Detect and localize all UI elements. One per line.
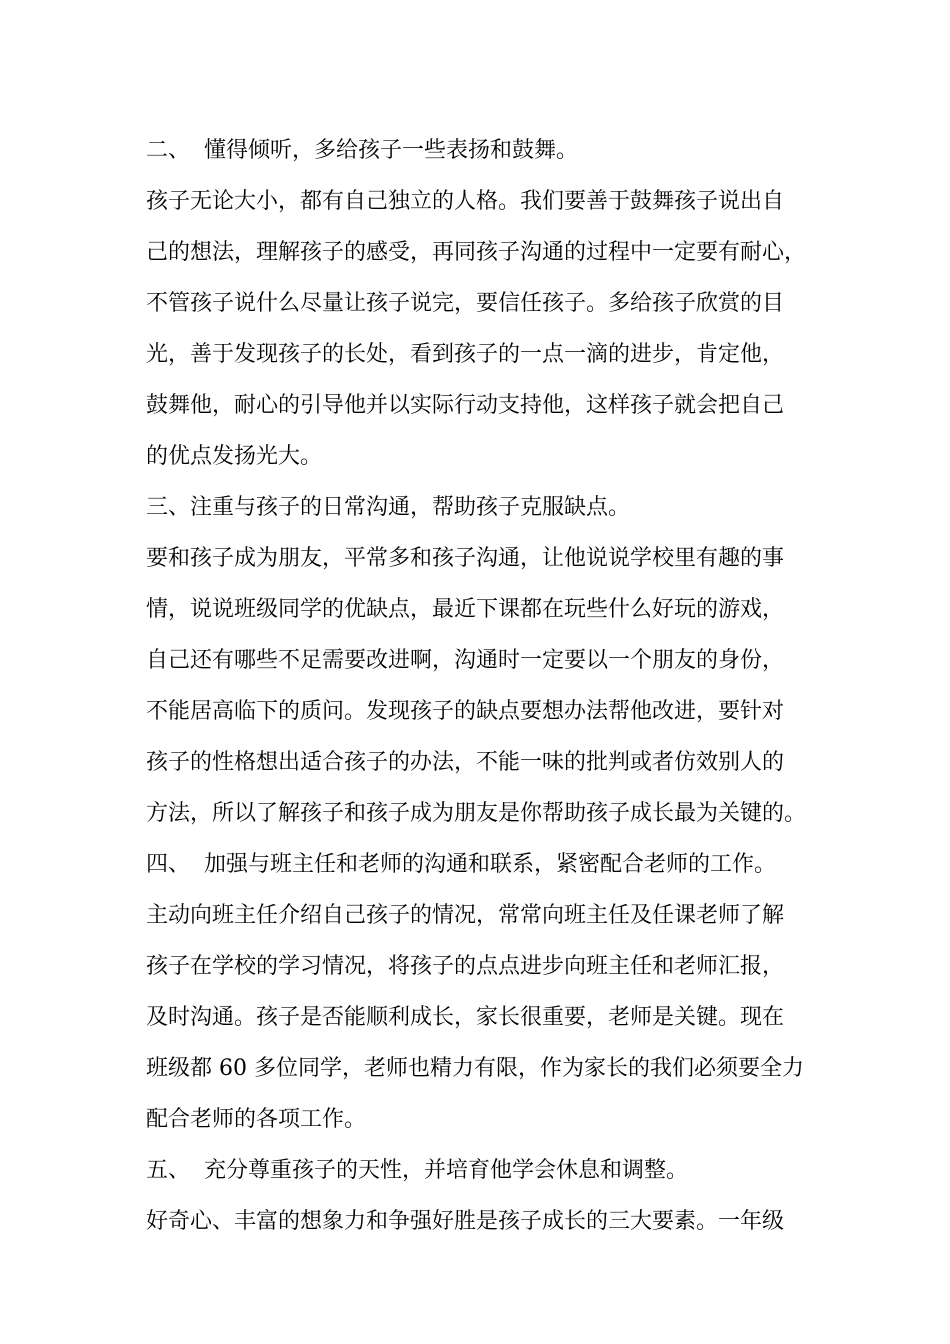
paragraph-line: 自己还有哪些不足需要改进啊，沟通时一定要以一个朋友的身份， <box>146 648 785 673</box>
paragraph-line: 配合老师的各项工作。 <box>146 1107 367 1132</box>
paragraph-line: 的优点发扬光大。 <box>146 444 323 469</box>
heading-section-4: 四、 加强与班主任和老师的沟通和联系，紧密配合老师的工作。 <box>146 852 776 877</box>
paragraph-line: 方法，所以了解孩子和孩子成为朋友是你帮助孩子成长最为关键的。 <box>146 801 807 826</box>
heading-section-3: 三、注重与孩子的日常沟通，帮助孩子克服缺点。 <box>146 495 631 520</box>
paragraph-line: 孩子的性格想出适合孩子的办法，不能一味的批判或者仿效别人的 <box>146 750 785 775</box>
paragraph-line: 及时沟通。孩子是否能顺利成长，家长很重要，老师是关键。现在 <box>146 1005 785 1030</box>
heading-section-5: 五、 充分尊重孩子的天性，并培育他学会休息和调整。 <box>146 1158 688 1183</box>
paragraph-line: 鼓舞他，耐心的引导他并以实际行动支持他，这样孩子就会把自己 <box>146 393 785 418</box>
paragraph-line: 要和孩子成为朋友，平常多和孩子沟通，让他说说学校里有趣的事 <box>146 546 785 571</box>
paragraph-line: 孩子在学校的学习情况，将孩子的点点进步向班主任和老师汇报， <box>146 954 785 979</box>
heading-section-2: 二、 懂得倾听，多给孩子一些表扬和鼓舞。 <box>146 138 578 163</box>
paragraph-line: 光，善于发现孩子的长处，看到孩子的一点一滴的进步，肯定他， <box>146 342 785 367</box>
paragraph-line: 班级都 60 多位同学，老师也精力有限，作为家长的我们必须要全力 <box>146 1056 804 1081</box>
paragraph-line: 不能居高临下的质问。发现孩子的缺点要想办法帮他改进，要针对 <box>146 699 785 724</box>
paragraph-line: 好奇心、丰富的想象力和争强好胜是孩子成长的三大要素。一年级 <box>146 1209 785 1234</box>
paragraph-line: 己的想法，理解孩子的感受，再同孩子沟通的过程中一定要有耐心， <box>146 240 807 265</box>
paragraph-line: 孩子无论大小，都有自己独立的人格。我们要善于鼓舞孩子说出自 <box>146 189 785 214</box>
paragraph-line: 不管孩子说什么尽量让孩子说完，要信任孩子。多给孩子欣赏的目 <box>146 291 785 316</box>
paragraph-line: 情，说说班级同学的优缺点，最近下课都在玩些什么好玩的游戏， <box>146 597 785 622</box>
paragraph-line: 主动向班主任介绍自己孩子的情况，常常向班主任及任课老师了解 <box>146 903 785 928</box>
